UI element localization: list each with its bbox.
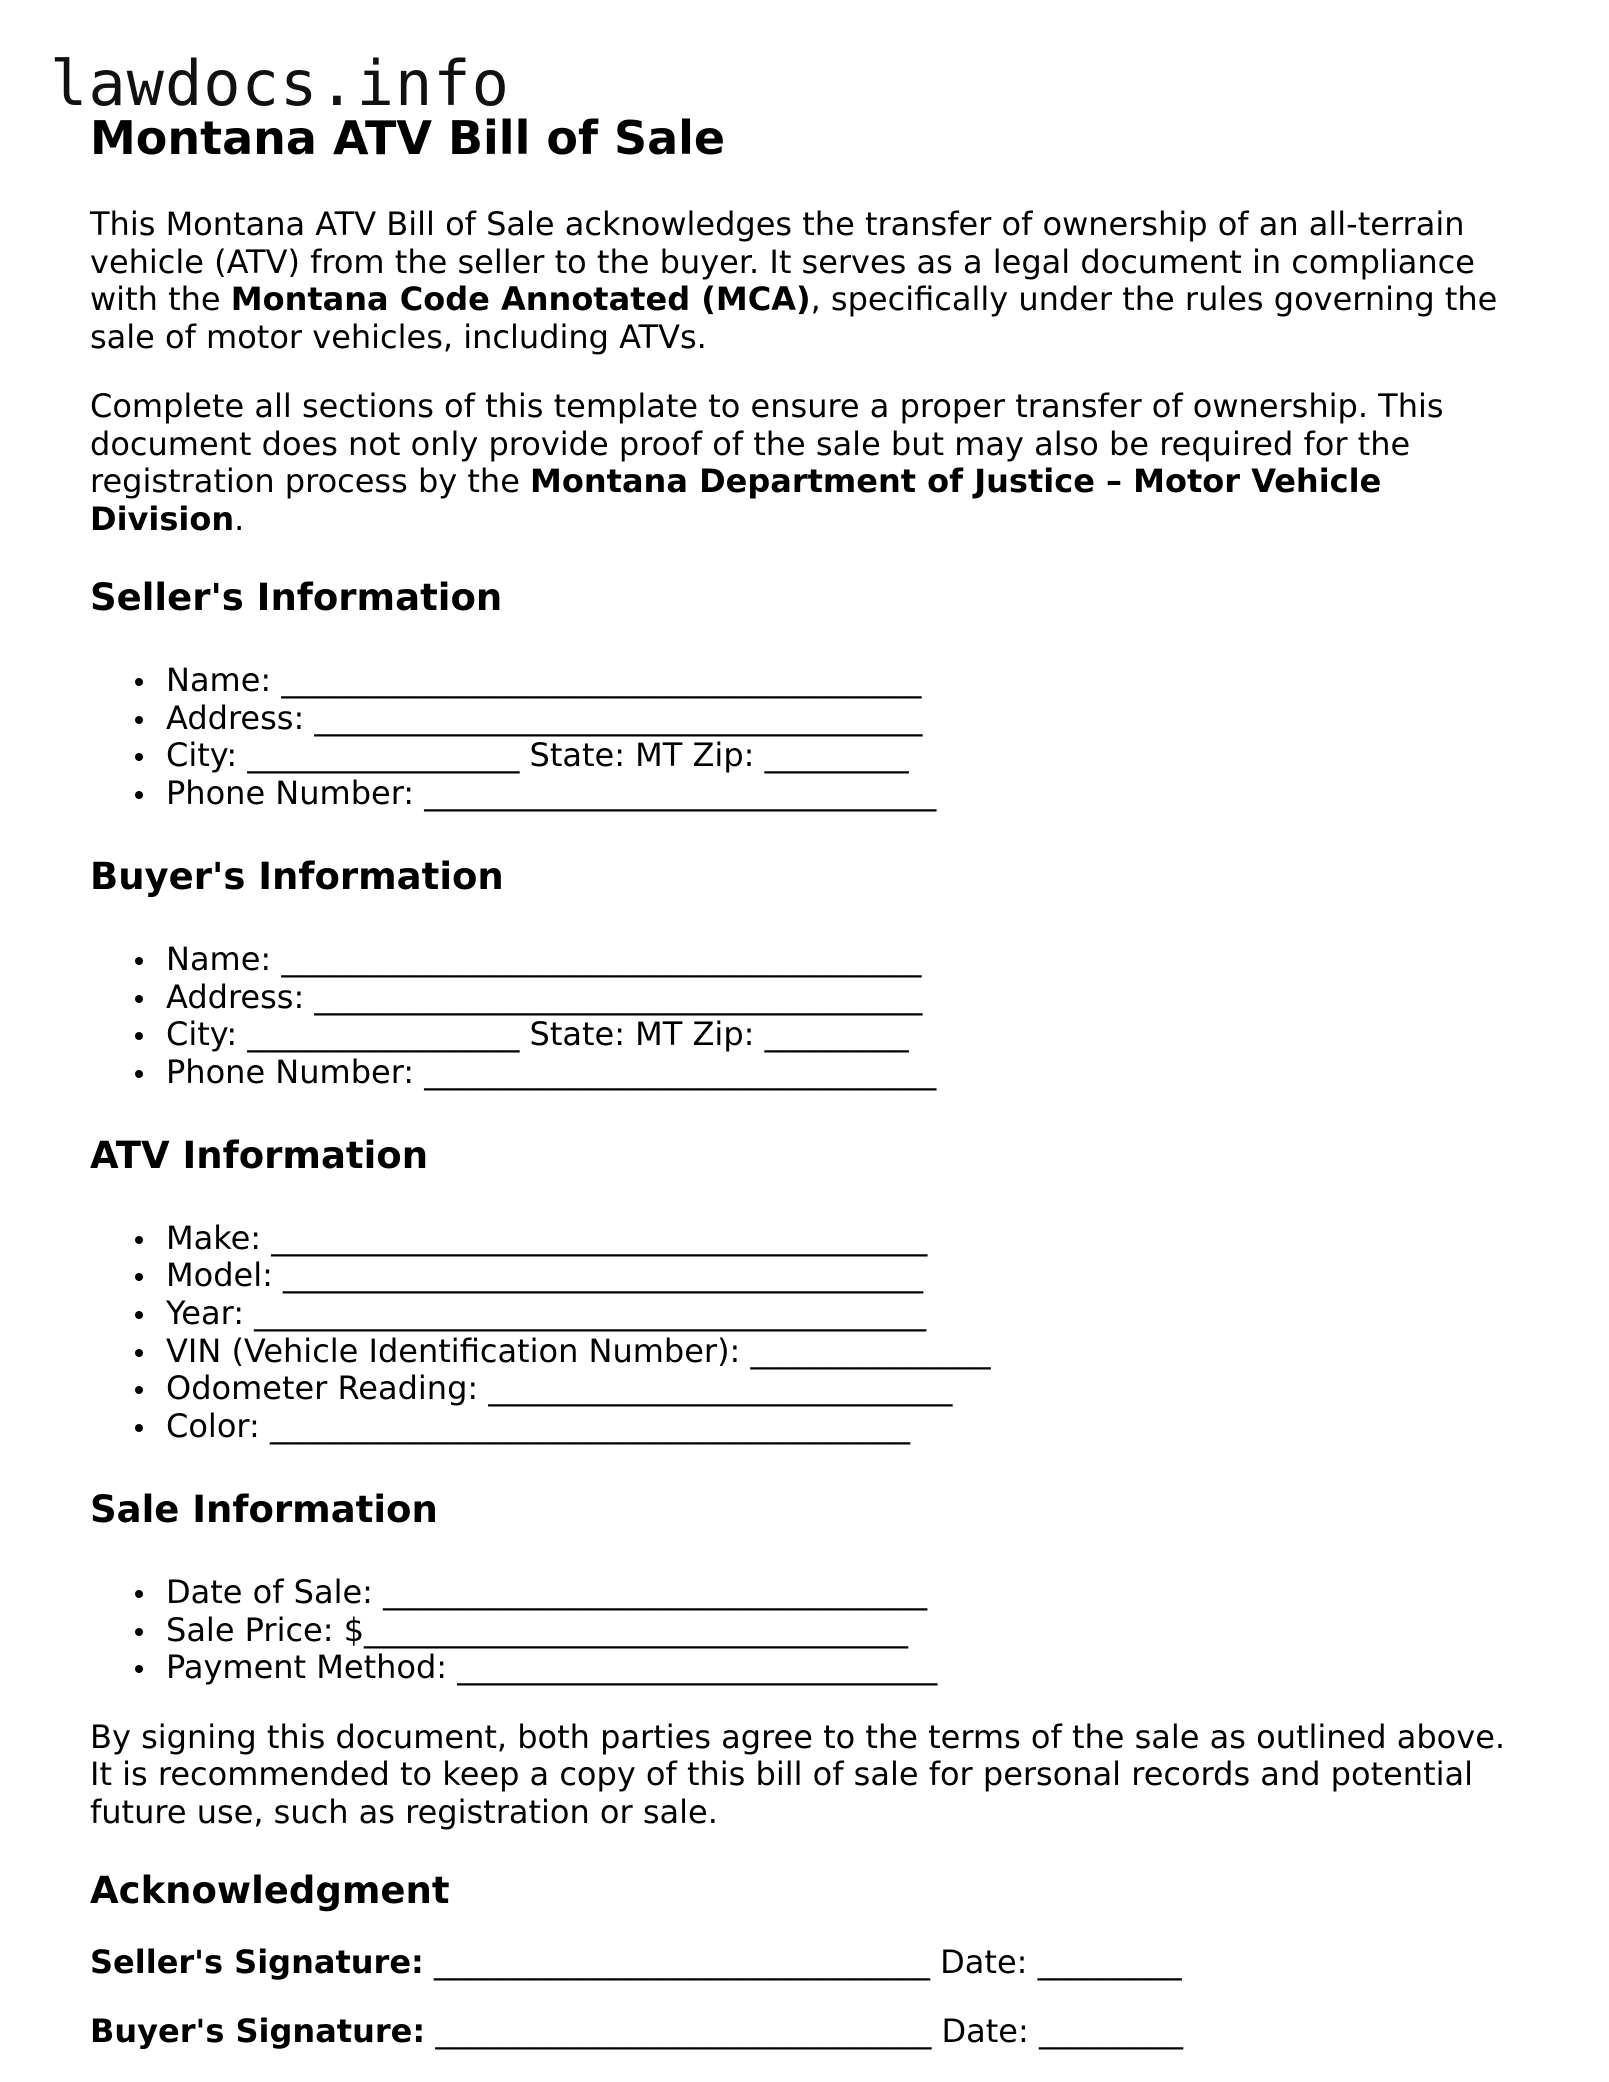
intro-text-2b: . [234,499,245,538]
intro-bold-mca: Montana Code Annotated (MCA) [230,280,811,318]
buyer-phone-field[interactable]: Phone Number: ________________________________ [166,1054,1530,1092]
intro-paragraph-1 [90,206,1530,356]
buyer-signature-blank[interactable]: _______________________________ Date: _________ [425,2012,1183,2051]
intro-bold-dept: Montana Department of Justice – Motor Vehicle Division [90,462,1382,538]
intro-paragraph-2 [90,388,1530,538]
seller-section-heading: Seller's Information [90,576,503,619]
buyer-name-field[interactable]: Name: ________________________________________ [166,941,1530,979]
buyer-signature-label: Buyer's Signature: [90,2012,426,2051]
intro-text-1a: This Montana ATV Bill of Sale acknowledges the transfer of ownership of an all-terrain vehicle (ATV) from the seller to the buyer. It serves as a legal document in compliance with the [90,205,1475,318]
intro-text-2a: Complete all sections of this template to ensure a proper transfer of ownership. This document does not only provide proof of the sale but may also be required for the registration process by the [90,387,1444,500]
acknowledgment-heading: Acknowledgment [90,1869,450,1913]
buyer-field-list [90,941,1530,1092]
atv-field-list [90,1220,1530,1446]
atv-vin-field[interactable]: VIN (Vehicle Identification Number): _______________ [166,1333,1530,1371]
seller-field-list [90,662,1530,813]
closing-paragraph: By signing this document, both parties agree to the terms of the sale as outlined above. It is recommended to keep a copy of this bill of sale for personal records and potential future use, such as registration or sale. [90,1717,1506,1831]
seller-city-state-zip-field[interactable]: City: _________________ State: MT Zip: _________ [166,737,1530,775]
payment-method-field[interactable]: Payment Method: ______________________________ [166,1649,1530,1687]
buyer-section-heading: Buyer's Information [90,854,504,898]
atv-color-field[interactable]: Color: ________________________________________ [166,1408,1530,1446]
atv-section-heading: ATV Information [90,1133,429,1177]
buyer-city-state-zip-field[interactable]: City: _________________ State: MT Zip: _________ [166,1016,1530,1054]
seller-signature-blank[interactable]: _______________________________ Date: _________ [423,1943,1182,1982]
atv-year-field[interactable]: Year: __________________________________________ [166,1295,1530,1333]
sale-date-field[interactable]: Date of Sale: __________________________________ [166,1574,1530,1612]
sale-section-heading: Sale Information [90,1487,438,1531]
seller-phone-field[interactable]: Phone Number: ________________________________ [166,775,1530,813]
sale-price-field[interactable]: Sale Price: $__________________________________ [166,1612,1530,1650]
document-title: Montana ATV Bill of Sale [90,111,726,165]
watermark-logo: lawdocs.info [50,47,510,120]
seller-signature-label: Seller's Signature: [90,1943,424,1982]
buyer-signature-line[interactable] [90,2012,1530,2050]
sale-field-list [90,1574,1530,1687]
seller-signature-line[interactable] [90,1943,1530,1981]
buyer-address-field[interactable]: Address: ______________________________________ [166,979,1530,1017]
atv-make-field[interactable]: Make: _________________________________________ [166,1220,1530,1258]
intro-text-1b: , specifically under the rules governing the sale of motor vehicles, including ATVs. [90,280,1498,356]
document-page [90,108,1530,2081]
atv-model-field[interactable]: Model: ________________________________________ [166,1257,1530,1295]
atv-odometer-field[interactable]: Odometer Reading: _____________________________ [166,1370,1530,1408]
seller-address-field[interactable]: Address: ______________________________________ [166,700,1530,738]
seller-name-field[interactable]: Name: ________________________________________ [166,662,1530,700]
